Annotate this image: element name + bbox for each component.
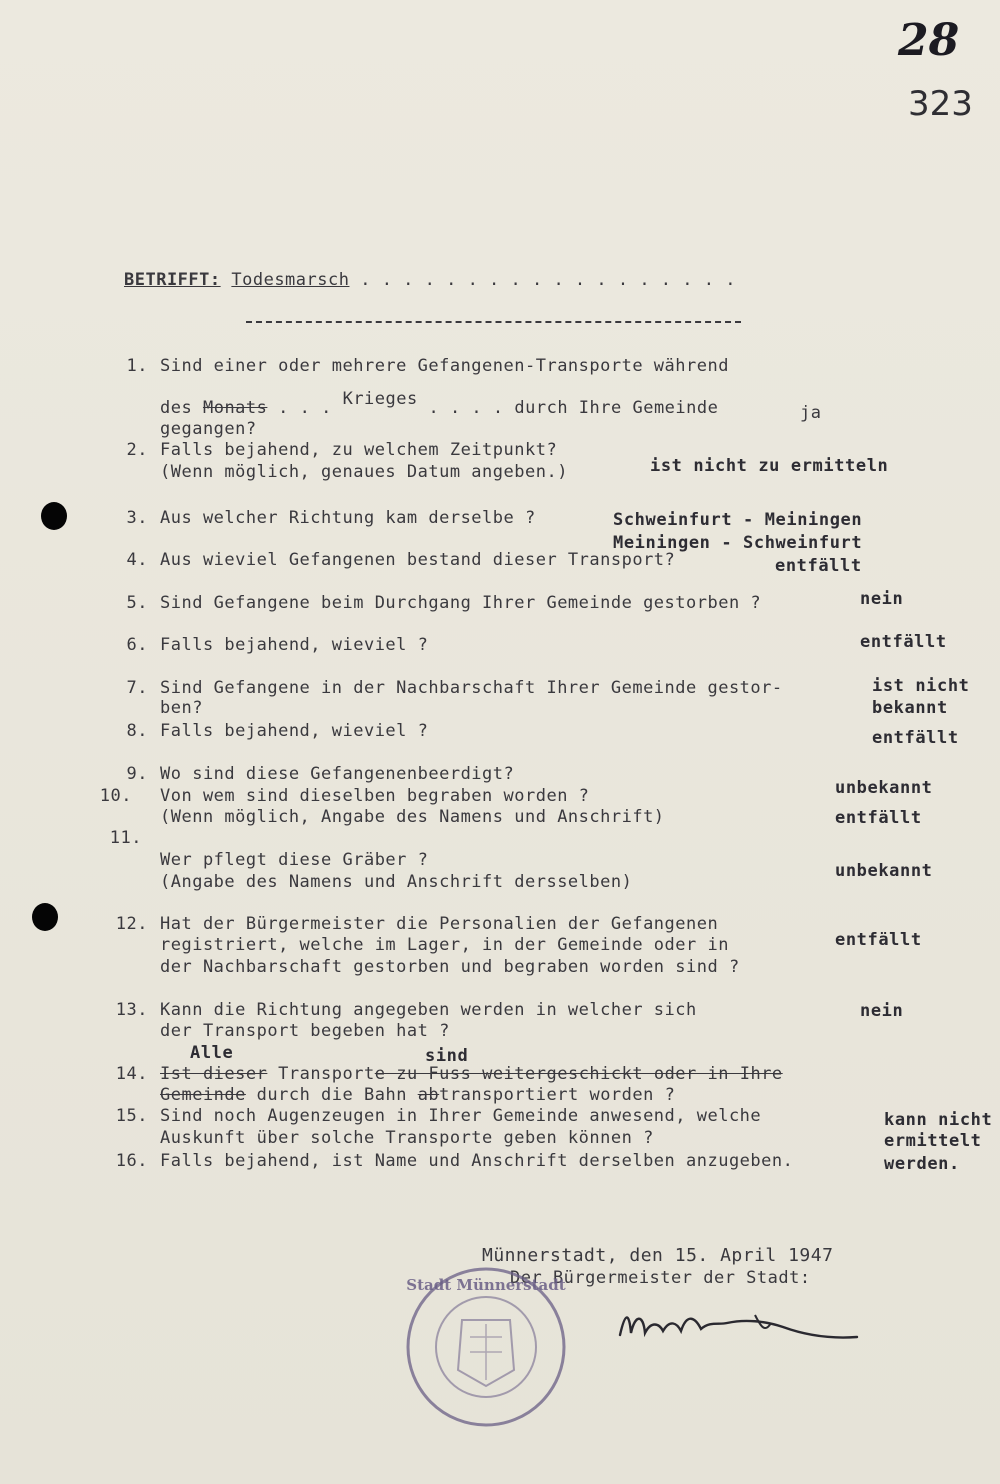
answer-text: entfällt xyxy=(775,556,862,576)
question-text: Kann die Richtung angegeben werden in welcher sich xyxy=(160,1000,697,1020)
stamp-text: Stadt Münnerstadt xyxy=(406,1276,566,1294)
question-text: Aus welcher Richtung kam derselbe ? xyxy=(160,508,536,528)
inserted-word: Alle xyxy=(190,1043,234,1063)
answer-text: ja xyxy=(800,403,822,423)
question-text: der Transport begeben hat ? xyxy=(160,1021,450,1041)
question-text: (Angabe des Namens und Anschrift dersselben) xyxy=(160,872,633,892)
question-number: 15. xyxy=(115,1106,148,1126)
inserted-word: sind xyxy=(425,1046,469,1066)
question-text: Ist dieser Transporte zu Fuss weitergeschickt oder in Ihre xyxy=(160,1064,783,1084)
answer-text: Schweinfurt - Meiningen xyxy=(613,510,863,530)
signatory-title: Der Bürgermeister der Stadt: xyxy=(510,1268,811,1288)
dot-leader: . . . . . . . . . . . . . . . . . . xyxy=(360,270,736,290)
question-number: 5. xyxy=(126,593,148,613)
answer-text: kann nicht xyxy=(884,1110,993,1130)
question-text: der Nachbarschaft gestorben und begraben worden sind ? xyxy=(160,957,740,977)
page-number: 323 xyxy=(908,84,973,124)
question-text: Wer pflegt diese Gräber ? xyxy=(160,850,429,870)
question-text: Gemeinde durch die Bahn abtransportiert worden ? xyxy=(160,1085,676,1105)
question-text: Sind einer oder mehrere Gefangenen-Transporte während xyxy=(160,356,729,376)
answer-text: entfällt xyxy=(835,930,922,950)
question-number: 8. xyxy=(126,721,148,741)
question-number: 3. xyxy=(126,508,148,528)
question-text: Sind Gefangene in der Nachbarschaft Ihrer Gemeinde gestor- xyxy=(160,678,783,698)
answer-text: nein xyxy=(860,1001,904,1021)
question-number: 1. xyxy=(126,356,148,376)
question-number: 6. xyxy=(126,635,148,655)
question-text: des Monats . . . Krieges . . . . durch Ihre Gemeinde xyxy=(160,389,719,418)
divider-rule xyxy=(246,321,741,323)
signature-scrawl xyxy=(615,1293,865,1353)
question-text: (Wenn möglich, genaues Datum angeben.) xyxy=(160,462,568,482)
question-number: 7. xyxy=(126,678,148,698)
question-text: Sind Gefangene beim Durchgang Ihrer Gemeinde gestorben ? xyxy=(160,593,762,613)
question-number: 16. xyxy=(115,1151,148,1171)
question-text: registriert, welche im Lager, in der Gemeinde oder in xyxy=(160,935,729,955)
folio-handwritten: 28 xyxy=(898,15,960,66)
answer-text: unbekannt xyxy=(835,778,933,798)
place-date: Münnerstadt, den 15. April 1947 xyxy=(482,1245,834,1266)
subject-line xyxy=(124,270,736,290)
official-stamp xyxy=(402,1262,570,1432)
answer-text: werden. xyxy=(884,1154,960,1174)
question-text: Auskunft über solche Transporte geben können ? xyxy=(160,1128,654,1148)
answer-text: bekannt xyxy=(872,698,948,718)
subject-label: BETRIFFT: xyxy=(124,270,221,290)
subject-text: Todesmarsch xyxy=(231,270,350,290)
question-number: 4. xyxy=(126,550,148,570)
question-text: Aus wieviel Gefangenen bestand dieser Transport? xyxy=(160,550,676,570)
punch-hole xyxy=(41,502,67,530)
question-number: 13. xyxy=(115,1000,148,1020)
question-number: 9. xyxy=(126,764,148,784)
answer-text: unbekannt xyxy=(835,861,933,881)
answer-text: ist nicht zu ermitteln xyxy=(650,456,889,476)
question-number: 10. xyxy=(99,786,132,806)
answer-text: ist nicht xyxy=(872,676,970,696)
answer-text: entfällt xyxy=(835,808,922,828)
question-number: 2. xyxy=(126,440,148,460)
question-text: Sind noch Augenzeugen in Ihrer Gemeinde anwesend, welche xyxy=(160,1106,762,1126)
answer-text: entfällt xyxy=(860,632,947,652)
answer-text: entfällt xyxy=(872,728,959,748)
question-text: (Wenn möglich, Angabe des Namens und Anschrift) xyxy=(160,807,665,827)
punch-hole xyxy=(32,903,58,931)
answer-text: ermittelt xyxy=(884,1131,982,1151)
question-text: gegangen? xyxy=(160,419,257,439)
question-text: Von wem sind dieselben begraben worden ? xyxy=(160,786,590,806)
question-text: ben? xyxy=(160,698,203,718)
question-text: Hat der Bürgermeister die Personalien der Gefangenen xyxy=(160,914,719,934)
question-number: 11. xyxy=(109,828,142,848)
question-text: Wo sind diese Gefangenenbeerdigt? xyxy=(160,764,515,784)
question-text: Falls bejahend, zu welchem Zeitpunkt? xyxy=(160,440,558,460)
answer-text: Meiningen - Schweinfurt xyxy=(613,533,863,553)
question-text: Falls bejahend, ist Name und Anschrift derselben anzugeben. xyxy=(160,1151,794,1171)
question-number: 14. xyxy=(115,1064,148,1084)
answer-text: nein xyxy=(860,589,904,609)
question-text: Falls bejahend, wieviel ? xyxy=(160,721,429,741)
question-text: Falls bejahend, wieviel ? xyxy=(160,635,429,655)
question-number: 12. xyxy=(115,914,148,934)
